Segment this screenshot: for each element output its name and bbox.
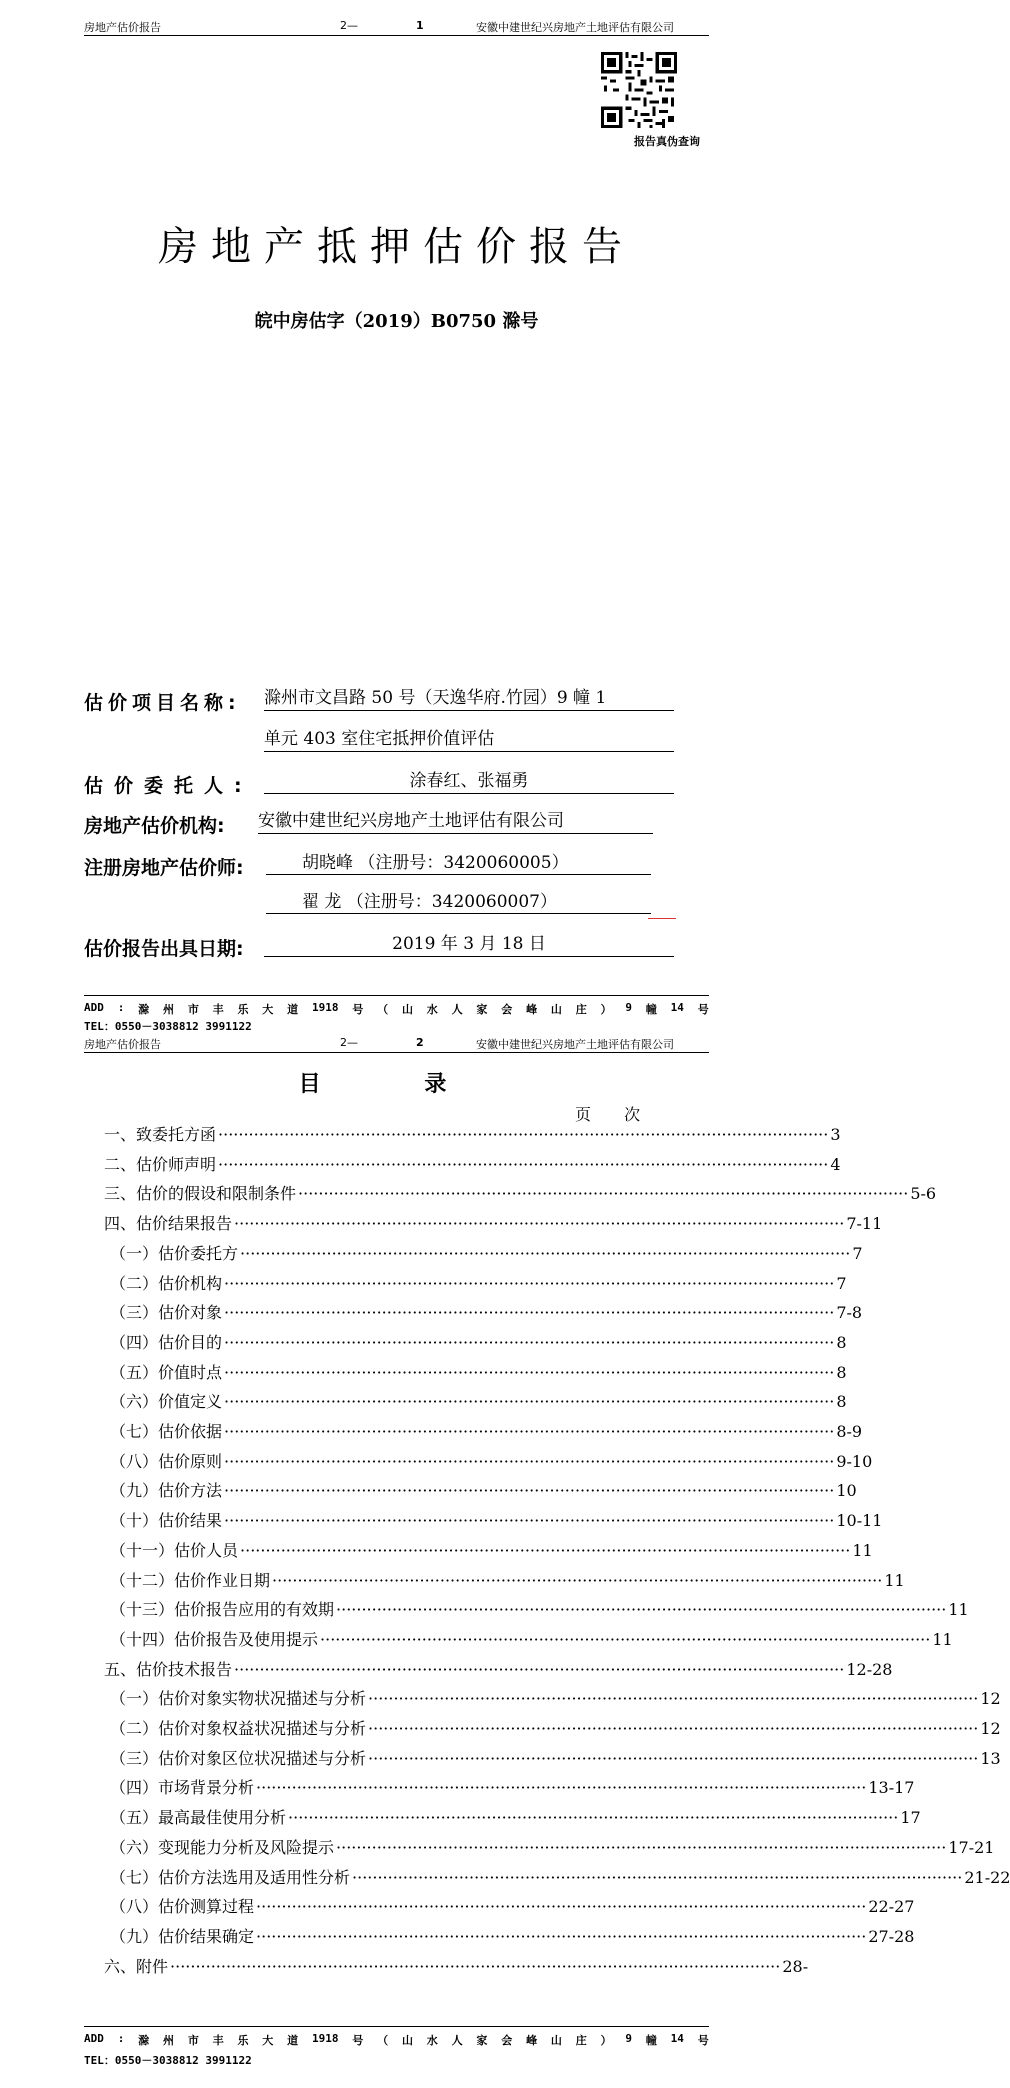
toc-entry-label: （八）估价测算过程 — [110, 1897, 255, 1917]
toc-leader-dots: ························································································································ — [256, 1778, 867, 1798]
toc-entry[interactable] — [110, 1599, 969, 1621]
toc-entry[interactable] — [110, 1926, 915, 1948]
footer-address-token: 会 — [501, 2034, 513, 2047]
toc-entry-page: 10-11 — [836, 1511, 883, 1531]
footer-address-token: （ — [377, 2034, 389, 2047]
toc-entry-label: （九）估价方法 — [110, 1481, 223, 1501]
appraiser-label: 注册房地产估价师: — [84, 857, 244, 879]
toc-leader-dots: ························································································································ — [218, 1154, 829, 1174]
toc-entry-label: （十）估价结果 — [110, 1511, 223, 1531]
footer-address-token: 9 — [625, 1001, 633, 1014]
footer-address-token: 市 — [187, 2034, 199, 2047]
footer-address-token: 大 — [262, 2034, 274, 2047]
page2-footer-tel: TEL：0550－3038812 3991122 — [84, 2054, 252, 2067]
toc-entry-page: 11 — [948, 1600, 969, 1620]
toc-entry[interactable] — [104, 1154, 841, 1176]
toc-entry-label: （十二）估价作业日期 — [110, 1570, 271, 1590]
footer-address-token: 1918 — [311, 1001, 339, 1014]
page2-header-num: 2 — [416, 1036, 424, 1049]
toc-leader-dots: ························································································································ — [320, 1629, 931, 1649]
toc-leader-dots: ························································································································ — [256, 1926, 867, 1946]
toc-entry[interactable] — [110, 1421, 863, 1443]
page1-header-num: 1 — [416, 19, 424, 32]
agency-value: 安徽中建世纪兴房地产土地评估有限公司 — [258, 809, 653, 834]
toc-leader-dots: ························································································································ — [336, 1600, 947, 1620]
footer-address-token: 山 — [401, 2034, 413, 2047]
toc-entry-page: 3 — [830, 1125, 841, 1144]
footer-address-token: 大 — [262, 1003, 274, 1016]
footer-address-token: 乐 — [237, 2034, 249, 2047]
footer-address-token: 号 — [352, 2034, 364, 2047]
footer-address-token: 会 — [501, 1003, 513, 1016]
toc-entry-page: 11 — [852, 1540, 873, 1560]
toc-entry[interactable] — [110, 1807, 921, 1829]
footer-address-token: 家 — [476, 1003, 488, 1016]
toc-entry[interactable] — [110, 1510, 883, 1532]
toc-entry-label: （三）估价对象区位状况描述与分析 — [110, 1748, 367, 1768]
toc-entry[interactable] — [104, 1124, 841, 1146]
qr-caption: 报告真伪查询 — [634, 135, 700, 148]
footer-address-token: 号 — [697, 2034, 709, 2047]
footer-address-token: 9 — [625, 2032, 633, 2045]
page1-footer-tel: TEL：0550－3038812 3991122 — [84, 1020, 252, 1033]
toc-entry[interactable] — [110, 1391, 847, 1413]
footer-address-token: 滁 — [138, 2034, 150, 2047]
toc-entry[interactable] — [110, 1896, 915, 1918]
project-name-value-2: 单元 403 室住宅抵押价值评估 — [264, 727, 674, 752]
toc-entry-page: 9-10 — [836, 1451, 873, 1471]
toc-entry-label: （二）估价机构 — [110, 1273, 223, 1293]
toc-entry-page: 13-17 — [868, 1778, 915, 1798]
page1-footer-address — [84, 1001, 709, 1017]
toc-entry-label: 六、附件 — [104, 1956, 169, 1976]
page-column-label: 页 次 — [575, 1105, 655, 1124]
toc-entry-page: 7 — [852, 1243, 863, 1263]
toc-leader-dots: ························································································································ — [352, 1867, 963, 1887]
footer-address-token: ） — [600, 2034, 612, 2047]
toc-entry-page: 11 — [884, 1570, 905, 1590]
toc-leader-dots: ························································································································ — [272, 1570, 883, 1590]
page2-header-rule — [84, 1052, 709, 1053]
toc-entry-label: 三、估价的假设和限制条件 — [104, 1184, 297, 1204]
toc-entry-label: （十四）估价报告及使用提示 — [110, 1629, 319, 1649]
client-value: 涂春红、张福勇 — [264, 769, 674, 794]
toc-entry-page: 17-21 — [948, 1837, 995, 1857]
toc-leader-dots: ························································································································ — [224, 1451, 835, 1471]
footer-address-token: 道 — [287, 1003, 299, 1016]
page1-header-rule — [84, 35, 709, 36]
toc-leader-dots: ························································································································ — [224, 1273, 835, 1293]
toc-entry[interactable] — [110, 1837, 995, 1859]
toc-entry-page: 12 — [980, 1689, 1001, 1709]
toc-entry-label: 五、估价技术报告 — [104, 1659, 233, 1679]
toc-entry-page: 27-28 — [868, 1926, 915, 1946]
toc-leader-dots: ························································································································ — [256, 1897, 867, 1917]
toc-entry[interactable] — [110, 1867, 1010, 1889]
footer-address-token: 幢 — [645, 1003, 657, 1016]
toc-entry-label: （六）变现能力分析及风险提示 — [110, 1837, 335, 1857]
footer-address-token: （ — [377, 1003, 389, 1016]
footer-address-token: ADD — [84, 2032, 104, 2045]
toc-entry[interactable] — [110, 1540, 873, 1562]
toc-entry-label: 二、估价师声明 — [104, 1154, 217, 1174]
toc-entry-label: （七）估价方法选用及适用性分析 — [110, 1867, 351, 1887]
footer-address-token: 滁 — [138, 1003, 150, 1016]
footer-address-token: 幢 — [645, 2034, 657, 2047]
toc-leader-dots: ························································································································ — [224, 1511, 835, 1531]
toc-entry[interactable] — [110, 1451, 873, 1473]
qr-code[interactable] — [601, 52, 677, 128]
toc-entry[interactable] — [110, 1688, 1001, 1710]
footer-address-token: 水 — [426, 1003, 438, 1016]
toc-entry-page: 12 — [980, 1719, 1001, 1738]
toc-leader-dots: ························································································································ — [298, 1184, 909, 1204]
toc-entry-page: 17 — [900, 1808, 921, 1828]
date-value: 2019 年 3 月 18 日 — [264, 932, 674, 957]
footer-address-token: ） — [600, 1003, 612, 1016]
footer-address-token: 庄 — [575, 2034, 587, 2047]
toc-leader-dots: ························································································································ — [224, 1422, 835, 1441]
toc-leader-dots: ························································································································ — [234, 1214, 845, 1234]
page1-header-left: 房地产估价报告 — [84, 21, 161, 34]
toc-entry-label: （十一）估价人员 — [110, 1540, 239, 1560]
toc-leader-dots: ························································································································ — [170, 1956, 781, 1976]
footer-address-token: 号 — [697, 1003, 709, 1016]
toc-entry-label: （五）价值时点 — [110, 1362, 223, 1382]
date-label: 估价报告出具日期: — [84, 938, 244, 960]
footer-address-token: 1918 — [311, 2032, 339, 2045]
footer-address-token: 庄 — [575, 1003, 587, 1016]
toc-entry-label: （六）价值定义 — [110, 1392, 223, 1412]
toc-entry[interactable] — [110, 1629, 953, 1651]
toc-entry[interactable] — [110, 1273, 847, 1295]
toc-entry[interactable] — [110, 1480, 857, 1502]
project-name-value-1: 滁州市文昌路 50 号（天逸华府.竹园）9 幢 1 — [264, 686, 674, 711]
toc-entry-page: 8-9 — [836, 1422, 863, 1441]
footer-address-token: 人 — [451, 1003, 463, 1016]
page2-header-mid: 2— — [340, 1036, 358, 1049]
toc-entry-label: （八）估价原则 — [110, 1451, 223, 1471]
agency-label: 房地产估价机构: — [84, 815, 225, 837]
toc-entry-page: 21-22 — [964, 1867, 1010, 1887]
toc-leader-dots: ························································································································ — [368, 1689, 979, 1709]
toc-leader-dots: ························································································································ — [368, 1748, 979, 1768]
toc-leader-dots: ························································································································ — [288, 1808, 899, 1828]
footer-address-token: 峰 — [526, 1003, 538, 1016]
document-number: 皖中房估字（2019）B0750 滁号 — [254, 311, 539, 332]
footer-address-token: 14 — [670, 2032, 684, 2045]
toc-entry-label: （一）估价对象实物状况描述与分析 — [110, 1689, 367, 1709]
footer-address-token: 家 — [476, 2034, 488, 2047]
toc-entry-page: 10 — [836, 1481, 857, 1501]
toc-entry[interactable] — [104, 1213, 883, 1235]
footer-address-token: : — [117, 1001, 125, 1014]
toc-leader-dots: ························································································································ — [224, 1362, 835, 1382]
footer-address-token: 人 — [451, 2034, 463, 2047]
toc-entry-page: 7-11 — [846, 1214, 883, 1234]
footer-address-token: 丰 — [212, 2034, 224, 2047]
toc-entry-label: （四）市场背景分析 — [110, 1778, 255, 1798]
toc-title: 目 录 — [298, 1071, 495, 1097]
toc-entry[interactable] — [104, 1183, 937, 1205]
toc-entry-label: 四、估价结果报告 — [104, 1214, 233, 1234]
toc-entry[interactable] — [110, 1777, 915, 1799]
toc-leader-dots: ························································································································ — [224, 1481, 835, 1501]
toc-entry-page: 8 — [836, 1392, 847, 1412]
toc-entry-label: （三）估价对象 — [110, 1303, 223, 1323]
page1-header-right: 安徽中建世纪兴房地产土地评估有限公司 — [476, 21, 674, 34]
toc-entry[interactable] — [110, 1243, 863, 1265]
page2-header-right: 安徽中建世纪兴房地产土地评估有限公司 — [476, 1038, 674, 1051]
footer-address-token: 14 — [670, 1001, 684, 1014]
page2-footer-address — [84, 2032, 709, 2048]
toc-entry-page: 11 — [932, 1629, 953, 1649]
footer-address-token: 峰 — [526, 2034, 538, 2047]
toc-leader-dots: ························································································································ — [368, 1719, 979, 1738]
footer-address-token: 道 — [287, 2034, 299, 2047]
toc-leader-dots: ························································································································ — [224, 1303, 835, 1323]
toc-leader-dots: ························································································································ — [224, 1392, 835, 1412]
page1-header-mid: 2— — [340, 19, 358, 32]
toc-leader-dots: ························································································································ — [240, 1540, 851, 1560]
toc-entry-page: 13 — [980, 1748, 1001, 1768]
appraiser-value-1: 胡晓峰 （注册号：3420060005） — [266, 851, 651, 875]
toc-leader-dots: ························································································································ — [336, 1837, 947, 1857]
toc-entry-label: （七）估价依据 — [110, 1422, 223, 1441]
toc-leader-dots: ························································································································ — [234, 1659, 845, 1679]
toc-entry-page: 12-28 — [846, 1659, 893, 1679]
footer-address-token: ADD — [84, 1001, 104, 1014]
toc-entry-page: 7 — [836, 1273, 847, 1293]
footer-address-token: 山 — [550, 1003, 562, 1016]
toc-entry-page: 7-8 — [836, 1303, 863, 1323]
footer-address-token: 水 — [426, 2034, 438, 2047]
page1-footer-rule — [84, 995, 709, 996]
client-label: 估价委托人: — [84, 775, 253, 797]
toc-entry[interactable] — [104, 1659, 893, 1681]
toc-entry-label: （二）估价对象权益状况描述与分析 — [110, 1719, 367, 1738]
toc-entry-label: （五）最高最佳使用分析 — [110, 1808, 287, 1828]
toc-entry[interactable] — [110, 1748, 1001, 1770]
report-title: 房地产抵押估价报告 — [158, 224, 635, 270]
toc-entry[interactable] — [110, 1570, 905, 1592]
toc-entry-label: （九）估价结果确定 — [110, 1926, 255, 1946]
toc-entry-page: 5-6 — [910, 1184, 937, 1204]
toc-entry[interactable] — [110, 1362, 847, 1384]
toc-entry-page: 22-27 — [868, 1897, 915, 1917]
footer-address-token: 山 — [401, 1003, 413, 1016]
footer-address-token: 乐 — [237, 1003, 249, 1016]
toc-entry-label: 一、致委托方函 — [104, 1125, 217, 1144]
page2-footer-rule — [84, 2026, 709, 2027]
toc-entry-label: （四）估价目的 — [110, 1332, 223, 1352]
toc-leader-dots: ························································································································ — [240, 1243, 851, 1263]
toc-entry-page: 8 — [836, 1362, 847, 1382]
page2-header-left: 房地产估价报告 — [84, 1038, 161, 1051]
toc-entry-page: 4 — [830, 1154, 841, 1174]
footer-address-token: 号 — [352, 1003, 364, 1016]
footer-address-token: 丰 — [212, 1003, 224, 1016]
footer-address-token: 山 — [550, 2034, 562, 2047]
red-mark — [648, 918, 676, 919]
toc-entry-label: （一）估价委托方 — [110, 1243, 239, 1263]
toc-entry-page: 8 — [836, 1332, 847, 1352]
toc-entry[interactable] — [110, 1332, 847, 1354]
toc-entry[interactable] — [110, 1302, 863, 1324]
toc-entry-page: 28- — [782, 1956, 809, 1976]
project-name-label: 估价项目名称: — [84, 692, 241, 714]
footer-address-token: 州 — [162, 1003, 174, 1016]
toc-leader-dots: ························································································································ — [218, 1125, 829, 1144]
toc-entry[interactable] — [104, 1956, 809, 1978]
toc-leader-dots: ························································································································ — [224, 1332, 835, 1352]
footer-address-token: : — [117, 2032, 125, 2045]
footer-address-token: 州 — [162, 2034, 174, 2047]
footer-address-token: 市 — [187, 1003, 199, 1016]
toc-entry-label: （十三）估价报告应用的有效期 — [110, 1600, 335, 1620]
appraiser-value-2: 翟 龙 （注册号：3420060007） — [266, 890, 651, 914]
toc-entry[interactable] — [110, 1718, 1001, 1740]
